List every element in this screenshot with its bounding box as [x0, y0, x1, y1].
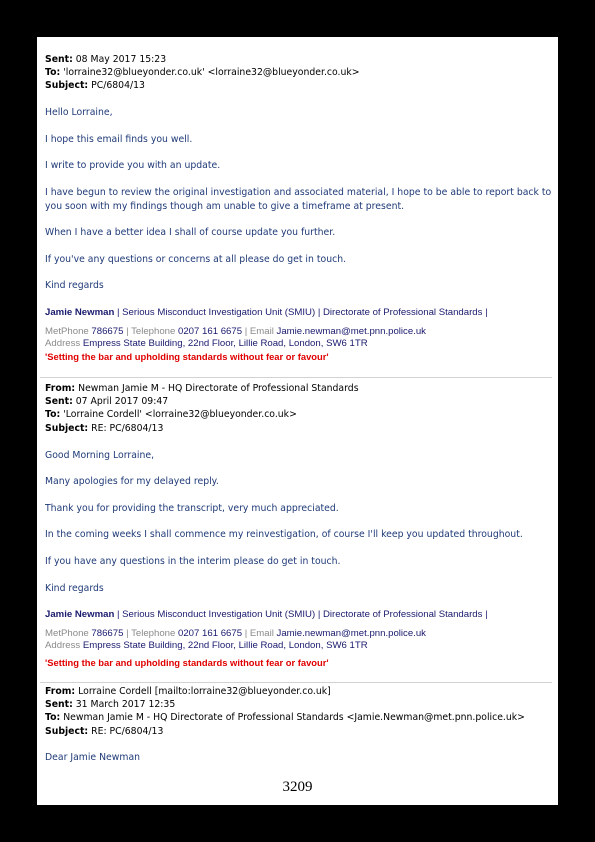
- from-line: From: Lorraine Cordell [mailto:lorraine32@blueyonder.co.uk]: [45, 686, 331, 697]
- to-line: To: Newman Jamie M - HQ Directorate of Professional Standards <Jamie.Newman@met.pnn.police.uk>: [45, 712, 525, 723]
- body-line: Kind regards: [45, 583, 104, 594]
- body-line: If you have any questions in the interim please do get in touch.: [45, 556, 341, 567]
- subject-line: Subject: RE: PC/6804/13: [45, 423, 164, 434]
- signature-motto: 'Setting the bar and upholding standards without fear or favour': [45, 657, 329, 668]
- page-number: 3209: [282, 779, 313, 795]
- body-line: I hope this email finds you well.: [45, 134, 193, 145]
- email-link[interactable]: Jamie.newman@met.pnn.police.uk: [276, 628, 426, 639]
- body-line: Many apologies for my delayed reply.: [45, 476, 219, 487]
- body-line: In the coming weeks I shall commence my reinvestigation, of course I'll keep you updated throughout.: [45, 529, 523, 540]
- body-line: Good Morning Lorraine,: [45, 450, 155, 461]
- separator: [40, 682, 552, 683]
- sent-line: Sent: 07 April 2017 09:47: [45, 396, 169, 407]
- signature-motto: 'Setting the bar and upholding standards without fear or favour': [45, 351, 329, 362]
- signature-contact-line: MetPhone 786675 | Telephone 0207 161 6675 | Email Jamie.newman@met.pnn.police.uk: [45, 628, 426, 639]
- body-line: Kind regards: [45, 280, 104, 291]
- body-line: Thank you for providing the transcript, very much appreciated.: [45, 503, 339, 514]
- sent-line: Sent: 31 March 2017 12:35: [45, 699, 176, 710]
- to-line: To: 'Lorraine Cordell' <lorraine32@blueyonder.co.uk>: [45, 409, 297, 420]
- body-line: I have begun to review the original investigation and associated material, I hope to be able to report back to: [45, 187, 552, 198]
- signature-name-line: Jamie Newman | Serious Misconduct Investigation Unit (SMIU) | Directorate of Professional Standards |: [45, 307, 488, 318]
- email-link[interactable]: Jamie.newman@met.pnn.police.uk: [276, 326, 426, 337]
- signature-address-line: Address Empress State Building, 22nd Floor, Lillie Road, London, SW6 1TR: [45, 640, 368, 651]
- signature-address-line: Address Empress State Building, 22nd Floor, Lillie Road, London, SW6 1TR: [45, 338, 368, 349]
- body-line: When I have a better idea I shall of course update you further.: [45, 227, 336, 238]
- body-line: I write to provide you with an update.: [45, 160, 221, 171]
- body-line: Dear Jamie Newman: [45, 752, 141, 763]
- document-page: [37, 37, 558, 805]
- to-line: To: 'lorraine32@blueyonder.co.uk' <lorraine32@blueyonder.co.uk>: [45, 67, 360, 78]
- subject-line: Subject: RE: PC/6804/13: [45, 726, 164, 737]
- body-line: you soon with my findings though am unable to give a timeframe at present.: [45, 201, 405, 212]
- signature-name-line: Jamie Newman | Serious Misconduct Investigation Unit (SMIU) | Directorate of Professional Standards |: [45, 609, 488, 620]
- sent-line: Sent: 08 May 2017 15:23: [45, 54, 167, 65]
- body-line: If you've any questions or concerns at all please do get in touch.: [45, 254, 347, 265]
- from-line: From: Newman Jamie M - HQ Directorate of Professional Standards: [45, 383, 359, 394]
- separator: [40, 377, 552, 378]
- body-line: Hello Lorraine,: [45, 107, 113, 118]
- subject-line: Subject: PC/6804/13: [45, 80, 145, 91]
- signature-contact-line: MetPhone 786675 | Telephone 0207 161 6675 | Email Jamie.newman@met.pnn.police.uk: [45, 326, 426, 337]
